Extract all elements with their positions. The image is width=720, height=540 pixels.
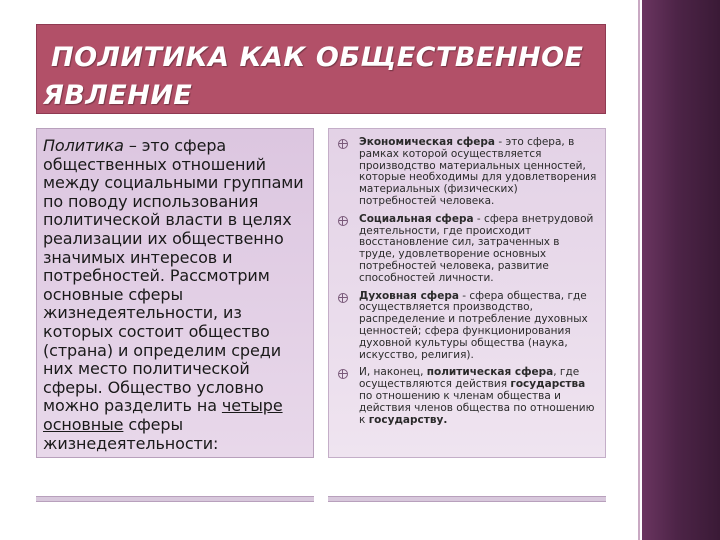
economic-sphere-desc: - это сфера, в рамках которой осуществляется производство материальных ценностей, которые необходимы для удовлетворения материальных (физических) потребностей человека.	[359, 136, 597, 207]
list-item-political	[329, 367, 605, 426]
political-sphere-desc-2: по отношению к членам общества и действия членов общества по отношению к	[359, 389, 595, 426]
right-bottom-bar	[328, 496, 606, 502]
underlined-phrase: четыре основные	[43, 396, 283, 434]
list-item-spiritual	[329, 291, 605, 362]
title-line-2: ЯВЛЕНИЕ	[43, 80, 193, 111]
title-line-1: ПОЛИТИКА КАК ОБЩЕСТВЕННОЕ	[51, 42, 584, 73]
political-sphere-intro: И, наконец,	[359, 366, 427, 379]
social-sphere-text	[359, 214, 597, 285]
slide-title	[43, 39, 598, 115]
economic-sphere-text	[359, 137, 597, 208]
circle-cross-bullet-icon	[338, 293, 348, 303]
decorative-side-band	[642, 0, 720, 540]
definition-part-3: сферы жизнедеятельности:	[43, 414, 219, 453]
circle-cross-bullet-icon	[338, 216, 348, 226]
circle-cross-bullet-icon	[338, 369, 348, 379]
list-item-social	[329, 214, 605, 285]
state-term-2: государству.	[368, 413, 448, 426]
circle-cross-bullet-icon	[338, 139, 348, 149]
spheres-list	[329, 137, 605, 432]
social-sphere-term: Социальная сфера	[359, 212, 474, 225]
political-sphere-desc-1: , где осуществляются действия	[359, 366, 580, 391]
title-banner	[36, 24, 606, 114]
spheres-panel	[328, 128, 606, 458]
social-sphere-desc: - сфера внетрудовой деятельности, где происходит восстановление сил, затраченных в труде, удовлетворение основных потребностей человека, развитие способностей личности.	[359, 212, 594, 284]
spiritual-sphere-term: Духовная сфера	[359, 289, 459, 302]
political-sphere-term: политическая сфера	[426, 366, 554, 379]
definition-part-2: Рассмотрим основные сферы жизнедеятельности, из которых состоит общество (страна) и определим среди них место политической сферы. Общество условно можно разделить на	[43, 266, 281, 416]
political-sphere-text	[359, 367, 597, 426]
spiritual-sphere-desc: - сфера общества, где осуществляется производство, распределение и потребление духовных ценностей; сфера функционирования духовной культуры общества (наука, искусство, религия).	[359, 289, 588, 361]
decorative-side-line	[638, 0, 640, 540]
list-item-economic	[329, 137, 605, 208]
economic-sphere-term: Экономическая сфера	[359, 136, 495, 148]
term-politics: Политика	[43, 136, 124, 155]
definition-panel	[36, 128, 314, 458]
spiritual-sphere-text	[359, 291, 597, 362]
definition-text	[43, 137, 311, 453]
state-term-1: государства	[510, 378, 586, 391]
left-bottom-bar	[36, 496, 314, 502]
definition-part-1: – это сфера общественных отношений между социальными группами по поводу использования политической власти в целях реализации их общественно значимых интересов и потребностей.	[43, 136, 304, 286]
